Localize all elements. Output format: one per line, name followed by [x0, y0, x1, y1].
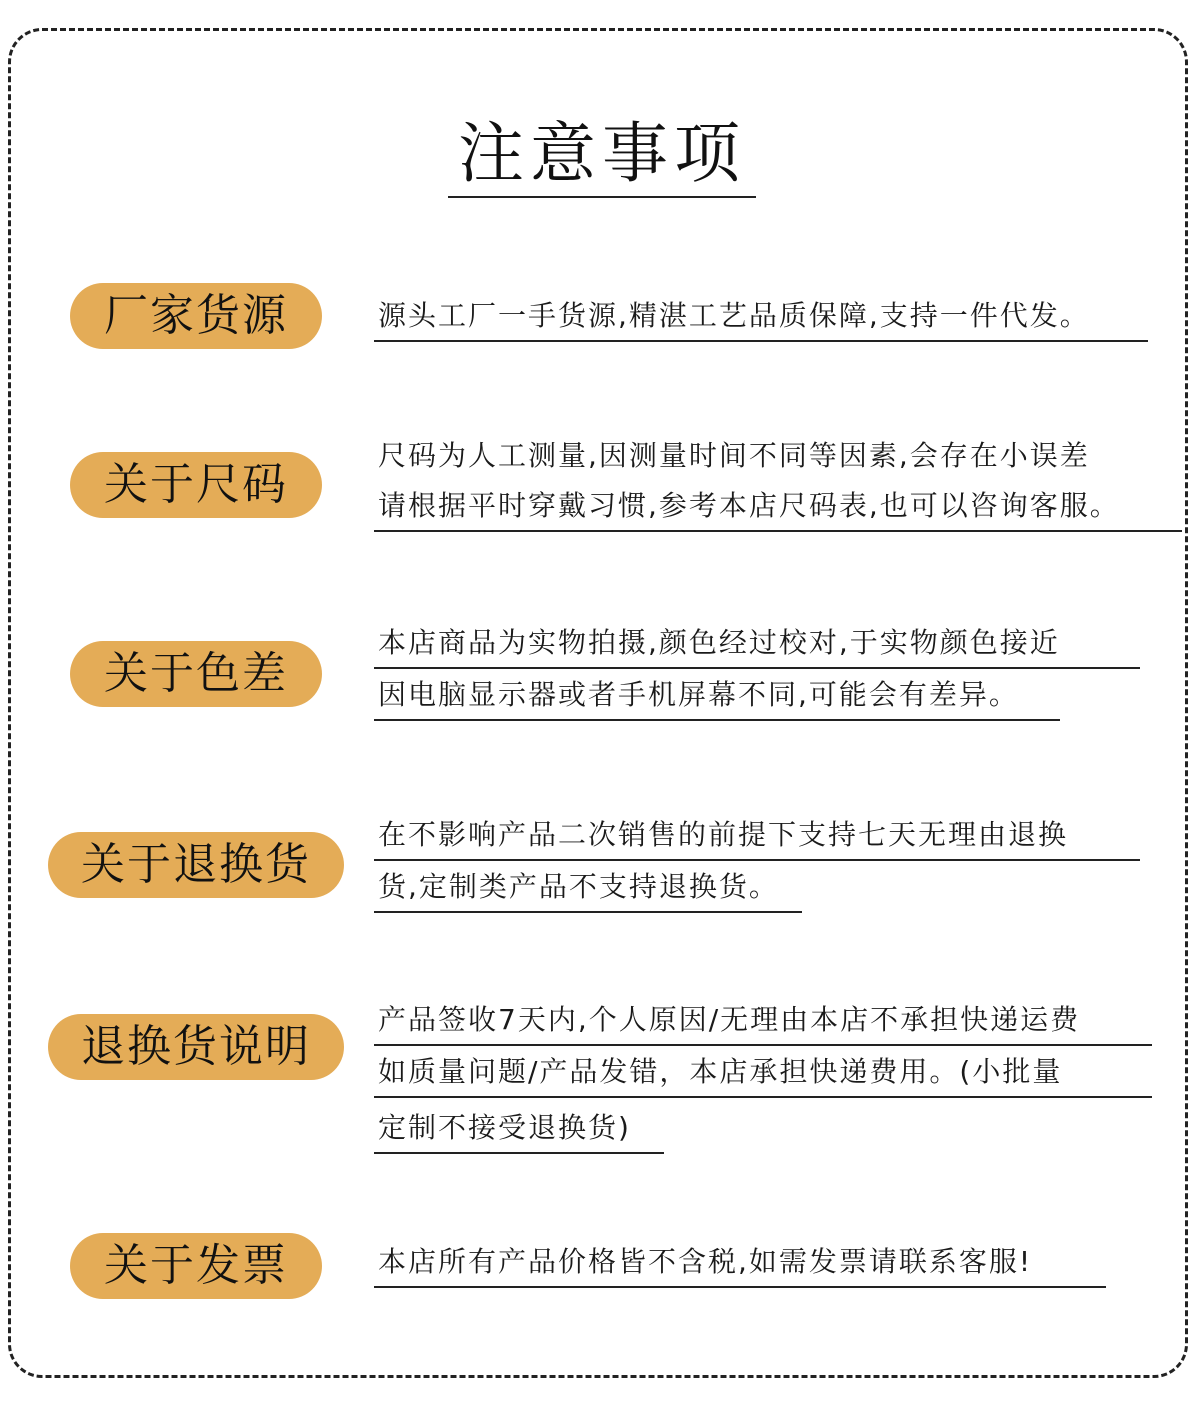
text-line: 产品签收7天内,个人原因/无理由本店不承担快递运费 [374, 994, 1152, 1046]
text-line: 本店商品为实物拍摄,颜色经过校对,于实物颜色接近 [374, 617, 1140, 669]
text-line: 源头工厂一手货源,精湛工艺品质保障,支持一件代发。 [374, 290, 1148, 342]
text-line: 本店所有产品价格皆不含税,如需发票请联系客服! [374, 1236, 1106, 1288]
label-pill: 退换货说明 [48, 1014, 344, 1080]
text-line: 尺码为人工测量,因测量时间不同等因素,会存在小误差 [378, 439, 1090, 472]
text-line: 定制不接受退换货) [374, 1102, 664, 1154]
text-line: 如质量问题/产品发错，本店承担快递费用。(小批量 [374, 1046, 1152, 1098]
label-pill: 关于色差 [70, 641, 322, 707]
text-line: 货,定制类产品不支持退换货。 [374, 861, 802, 913]
text-line: 因电脑显示器或者手机屏幕不同,可能会有差异。 [374, 669, 1060, 721]
label-pill: 关于退换货 [48, 832, 344, 898]
label-pill: 关于发票 [70, 1233, 322, 1299]
text-line: 请根据平时穿戴习惯,参考本店尺码表,也可以咨询客服。 [374, 480, 1182, 532]
page-title: 注意事项 [448, 112, 756, 198]
text-line: 在不影响产品二次销售的前提下支持七天无理由退换 [374, 809, 1140, 861]
label-pill: 厂家货源 [70, 283, 322, 349]
label-pill: 关于尺码 [70, 452, 322, 518]
